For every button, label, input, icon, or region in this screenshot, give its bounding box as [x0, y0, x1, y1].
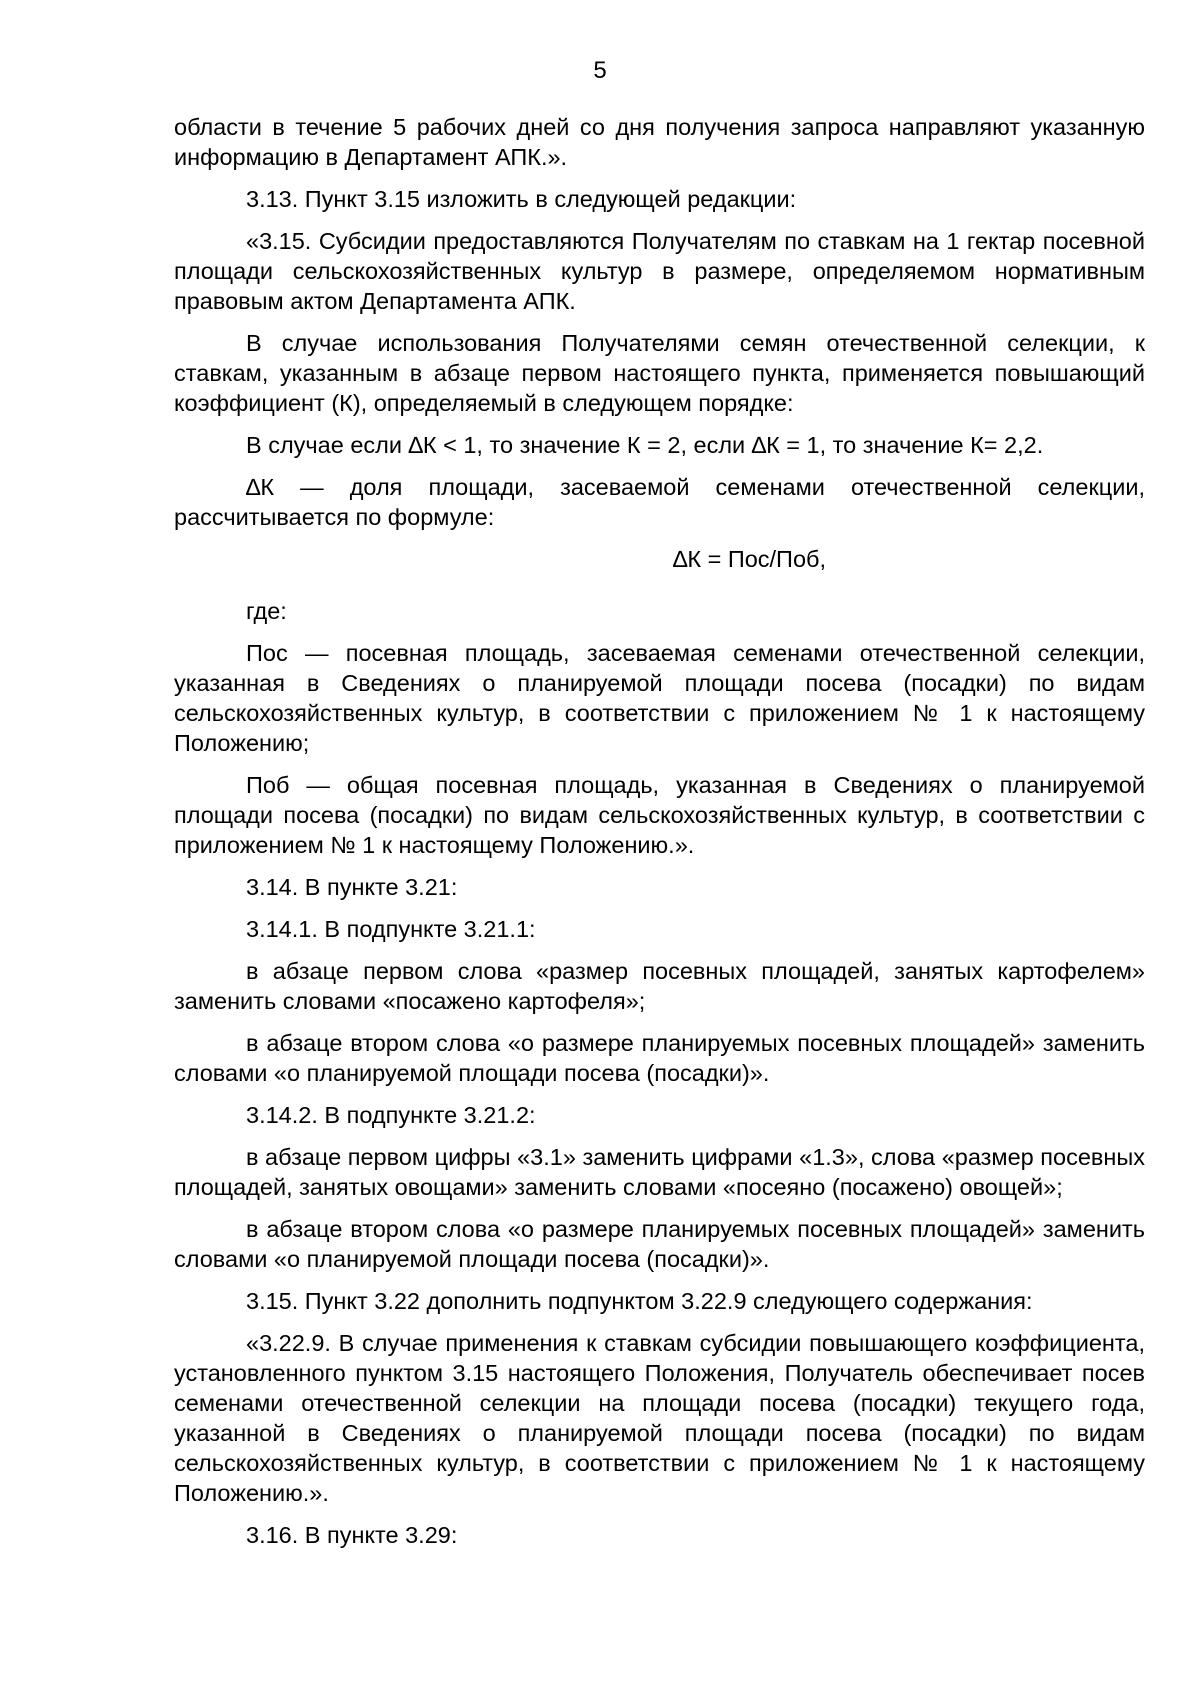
paragraph-3-14-2: 3.14.2. В подпункте 3.21.2:: [246, 1102, 536, 1128]
paragraph-3-15-quote: «3.15. Субсидии предоставляются Получателям по ставкам на 1 гектар посевной площади сельскохозяйственных культур в размере, определяемом нормативным правовым актом Департамента АПК.: [174, 228, 1145, 314]
paragraph-pos-definition: Пос — посевная площадь, засеваемая семенами отечественной селекции, указанная в Сведениях о планируемой площади посева (посадки) по видам сельскохозяйственных культур, в соответствии с приложением № 1 к настоящему Положению;: [174, 640, 1145, 756]
paragraph-delta-k-definition: ∆К — доля площади, засеваемой семенами отечественной селекции, рассчитывается по формуле:: [174, 474, 1145, 530]
formula: ∆К = Пос/Поб,: [672, 546, 827, 572]
paragraph-pob-definition: Поб — общая посевная площадь, указанная в Сведениях о планируемой площади посева (посадки) по видам сельскохозяйственных культур, в соответствии с приложением № 1 к настоящему Положению.».: [174, 772, 1145, 858]
paragraph-3-14-1-first: в абзаце первом слова «размер посевных площадей, занятых картофелем» заменить словами «посажено картофеля»;: [174, 958, 1145, 1014]
paragraph-3-14-2-second: в абзаце втором слова «о размере планируемых посевных площадей» заменить словами «о планируемой площади посева (посадки)».: [174, 1216, 1145, 1272]
page-number: 5: [593, 57, 607, 84]
paragraph-3-22-9-quote: «3.22.9. В случае применения к ставкам субсидии повышающего коэффициента, установленного пунктом 3.15 настоящего Положения, Получатель обеспечивает посев семенами отечественной селекции на площади посева (посадки) текущего года, указанной в Сведениях о планируемой площади посева (посадки) по видам сельскохозяйственных культур, в соответствии с приложением № 1 к настоящему Положению.».: [174, 1330, 1145, 1506]
paragraph-3-13: 3.13. Пункт 3.15 изложить в следующей редакции:: [246, 186, 797, 212]
paragraph-where: где:: [246, 598, 287, 624]
paragraph-3-14-1: 3.14.1. В подпункте 3.21.1:: [246, 916, 536, 942]
paragraph-3-15: 3.15. Пункт 3.22 дополнить подпунктом 3.22.9 следующего содержания:: [246, 1288, 1033, 1314]
document-body: [174, 112, 1145, 1562]
paragraph-continuation: области в течение 5 рабочих дней со дня получения запроса направляют указанную информацию в Департамент АПК.».: [174, 114, 1145, 170]
paragraph-3-14-2-first: в абзаце первом цифры «3.1» заменить цифрами «1.3», слова «размер посевных площадей, занятых овощами» заменить словами «посеяно (посажено) овощей»;: [174, 1144, 1145, 1200]
paragraph-coefficient: В случае использования Получателями семян отечественной селекции, к ставкам, указанным в абзаце первом настоящего пункта, применяется повышающий коэффициент (К), определяемый в следующем порядке:: [174, 330, 1145, 416]
paragraph-3-14: 3.14. В пункте 3.21:: [246, 874, 458, 900]
paragraph-3-14-1-second: в абзаце втором слова «о размере планируемых посевных площадей» заменить словами «о планируемой площади посева (посадки)».: [174, 1030, 1145, 1086]
paragraph-coefficient-rule: В случае если ∆К < 1, то значение К = 2, если ∆К = 1, то значение К= 2,2.: [246, 432, 1044, 458]
paragraph-3-16: 3.16. В пункте 3.29:: [246, 1522, 458, 1548]
